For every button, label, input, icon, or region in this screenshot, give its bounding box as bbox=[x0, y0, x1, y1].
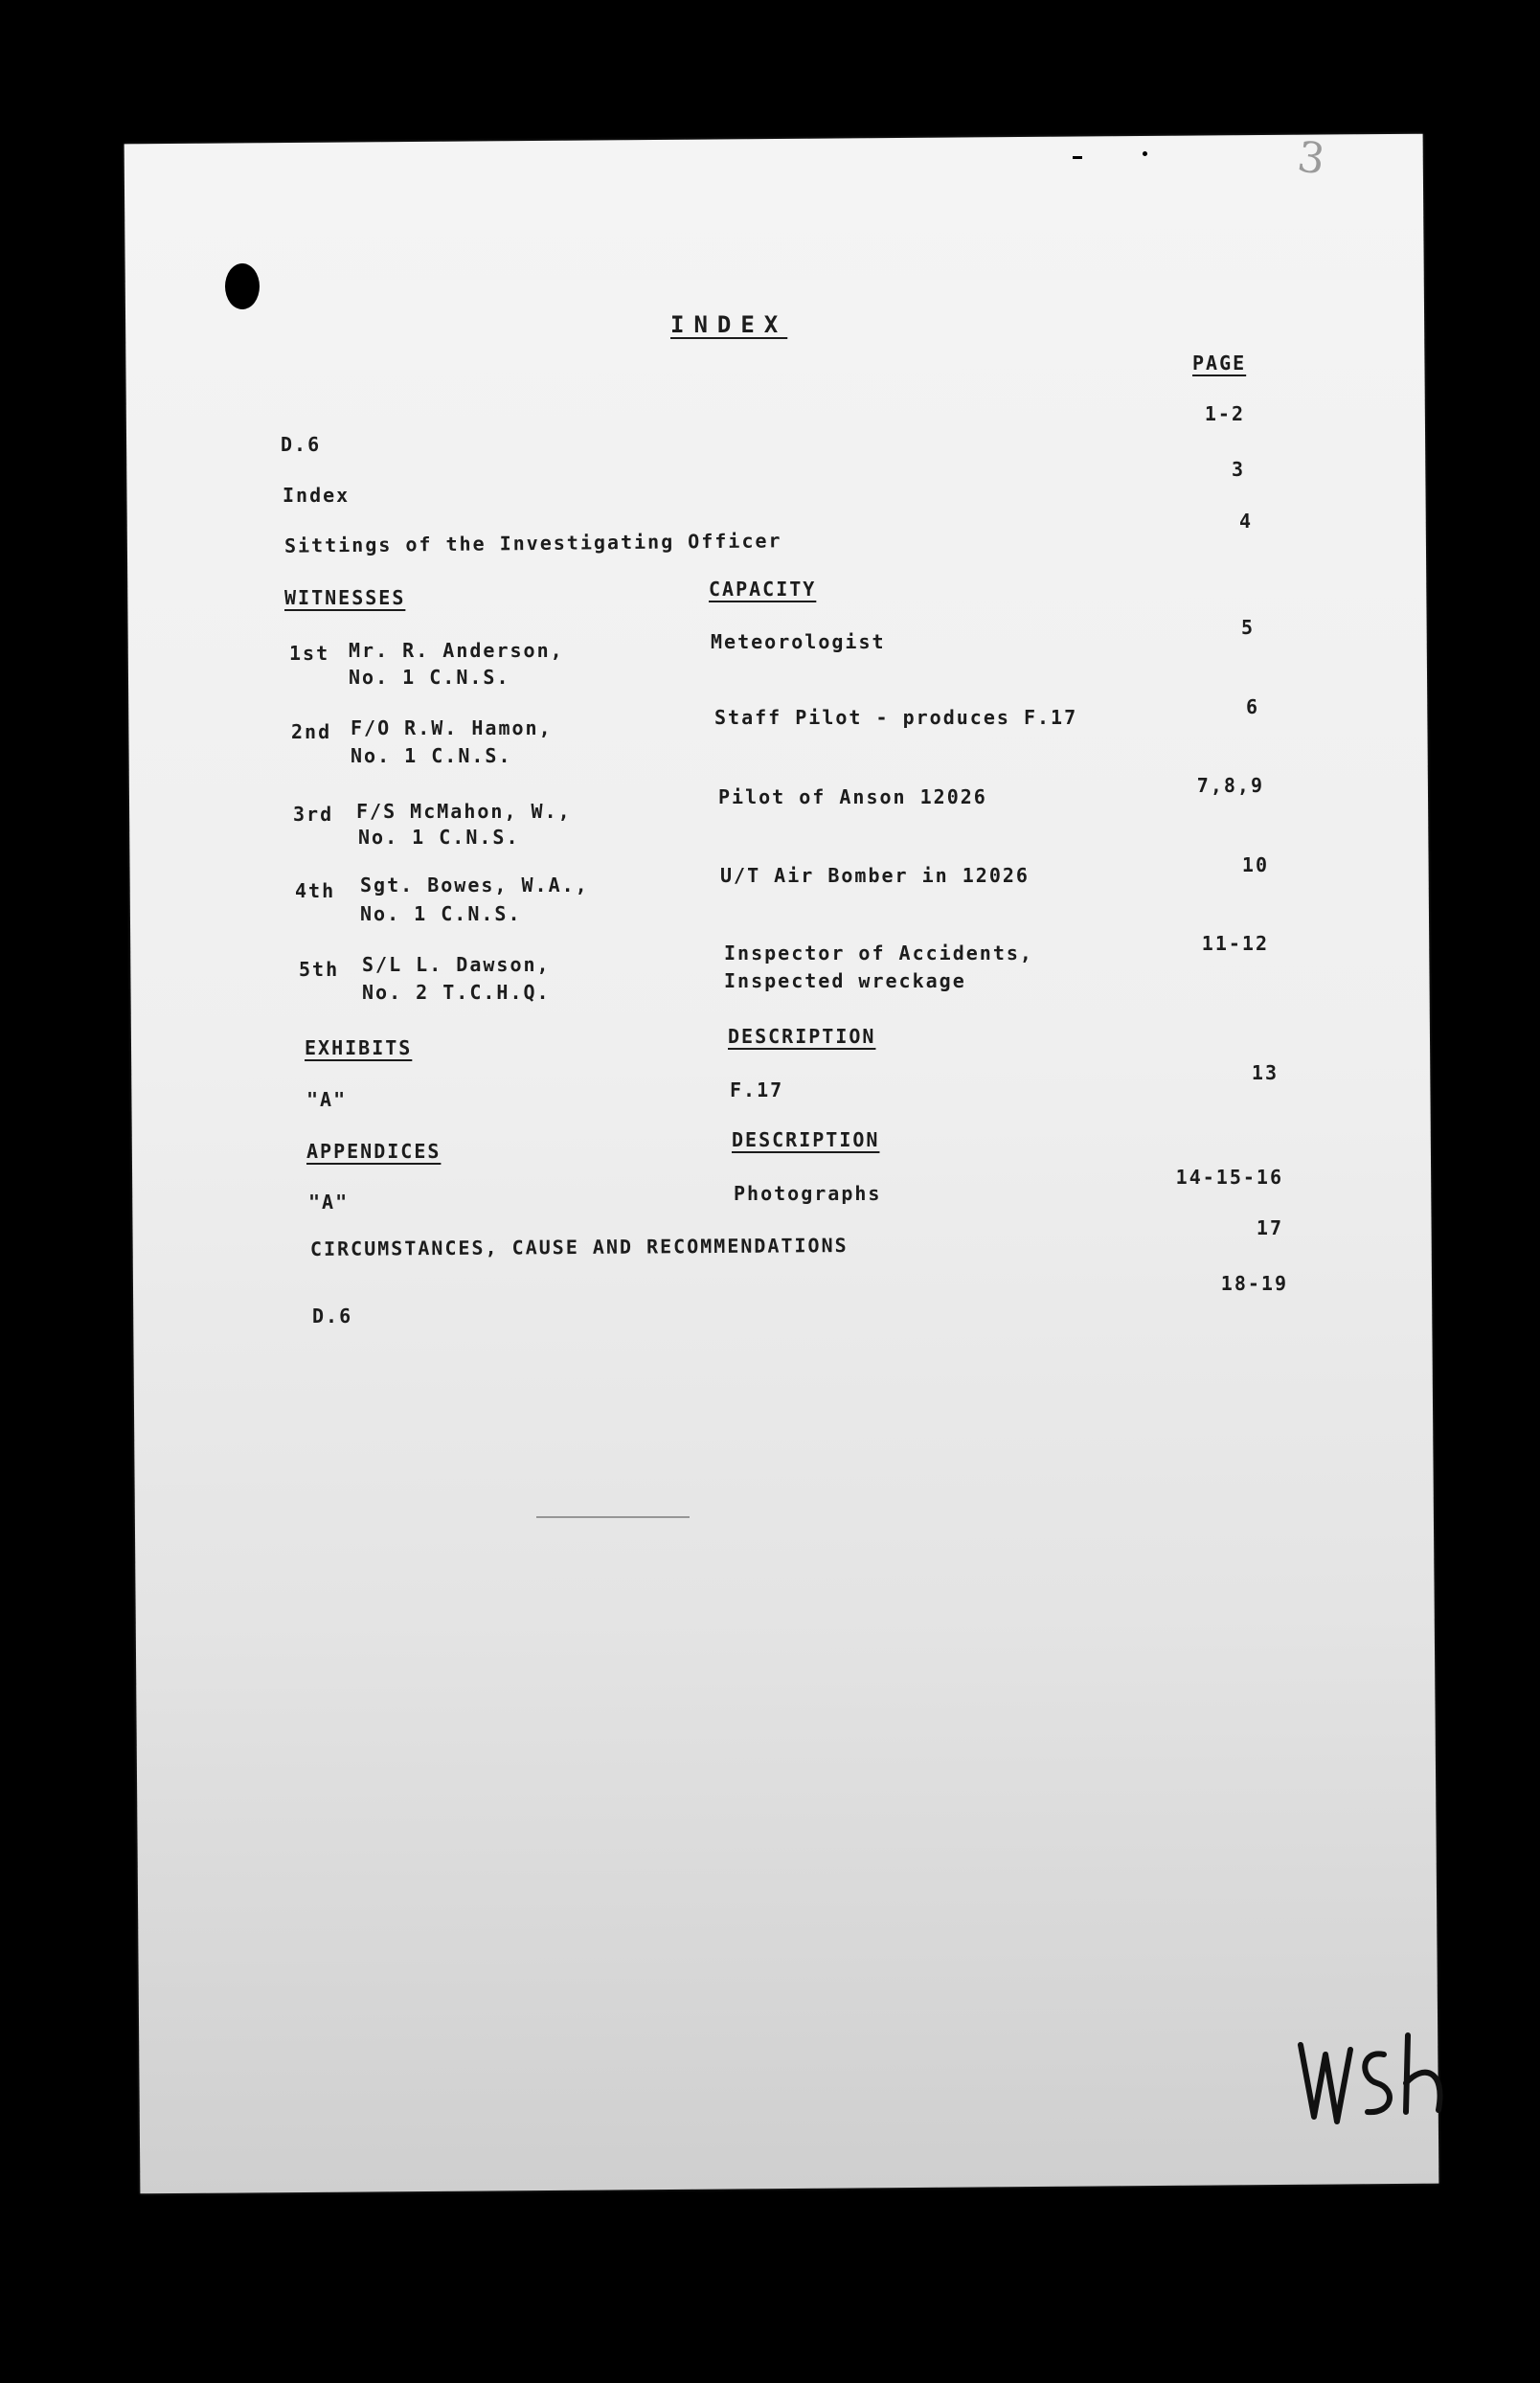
witness-ordinal: 4th bbox=[295, 879, 336, 902]
witness-name: S/L L. Dawson, bbox=[362, 953, 551, 976]
witnesses-heading: WITNESSES bbox=[284, 586, 406, 609]
ink-speck bbox=[1143, 151, 1147, 156]
witness-page: 10 bbox=[1241, 853, 1269, 876]
witness-capacity-line-2: Inspected wreckage bbox=[724, 969, 966, 992]
witness-name: F/O R.W. Hamon, bbox=[351, 716, 553, 739]
front-page-3: 4 bbox=[1238, 510, 1253, 533]
page-column-heading: PAGE bbox=[1192, 352, 1247, 374]
exhibit-page: 13 bbox=[1251, 1061, 1279, 1084]
witness-unit: No. 1 C.N.S. bbox=[360, 902, 522, 925]
appendix-label: "A" bbox=[308, 1191, 350, 1214]
appendices-heading: APPENDICES bbox=[306, 1140, 442, 1163]
front-page-1: 1-2 bbox=[1204, 402, 1245, 425]
page-corner-mark: 3 bbox=[1294, 132, 1328, 185]
exhibits-description-heading: DESCRIPTION bbox=[728, 1025, 876, 1048]
exhibits-heading: EXHIBITS bbox=[305, 1036, 413, 1059]
closing-label: CIRCUMSTANCES, CAUSE AND RECOMMENDATIONS bbox=[309, 1234, 849, 1260]
ink-smudge bbox=[536, 1516, 690, 1518]
front-label-1: D.6 bbox=[281, 433, 322, 456]
witness-name: Mr. R. Anderson, bbox=[349, 639, 564, 662]
appendix-description: Photographs bbox=[734, 1182, 882, 1205]
closing-page: 17 bbox=[1256, 1216, 1283, 1239]
front-label-3: Sittings of the Investigating Officer bbox=[283, 529, 782, 557]
witness-ordinal: 1st bbox=[289, 642, 330, 665]
capacity-heading: CAPACITY bbox=[709, 578, 817, 601]
closing-page: 18-19 bbox=[1220, 1272, 1288, 1295]
witness-unit: No. 1 C.N.S. bbox=[349, 666, 510, 689]
index-title: INDEX bbox=[670, 311, 788, 338]
witness-name: Sgt. Bowes, W.A., bbox=[360, 874, 589, 896]
witness-ordinal: 5th bbox=[299, 958, 340, 981]
witness-capacity: Meteorologist bbox=[711, 630, 886, 653]
witness-page: 6 bbox=[1245, 695, 1259, 718]
closing-label: D.6 bbox=[312, 1305, 353, 1328]
witness-capacity: Pilot of Anson 12026 bbox=[718, 785, 987, 808]
punch-hole bbox=[225, 263, 260, 309]
witness-page: 7,8,9 bbox=[1196, 774, 1264, 797]
witness-unit: No. 1 C.N.S. bbox=[351, 744, 512, 767]
witness-capacity: U/T Air Bomber in 12026 bbox=[720, 864, 1030, 887]
front-page-2: 3 bbox=[1231, 458, 1245, 481]
witness-page: 11-12 bbox=[1201, 932, 1269, 955]
witness-capacity: Inspector of Accidents, bbox=[724, 942, 1033, 965]
witness-unit: No. 2 T.C.H.Q. bbox=[362, 981, 551, 1004]
handwritten-initials bbox=[1293, 2026, 1456, 2131]
ink-speck bbox=[1073, 156, 1082, 159]
appendix-page: 14-15-16 bbox=[1175, 1166, 1283, 1189]
witness-ordinal: 3rd bbox=[293, 803, 334, 826]
witness-page: 5 bbox=[1240, 616, 1255, 639]
exhibit-label: "A" bbox=[306, 1088, 348, 1111]
witness-unit: No. 1 C.N.S. bbox=[358, 826, 520, 849]
document-page bbox=[125, 134, 1439, 2194]
witness-name: F/S McMahon, W., bbox=[356, 800, 572, 823]
exhibit-description: F.17 bbox=[730, 1078, 784, 1101]
appendices-description-heading: DESCRIPTION bbox=[732, 1128, 880, 1151]
witness-ordinal: 2nd bbox=[291, 720, 332, 743]
witness-capacity: Staff Pilot - produces F.17 bbox=[714, 706, 1078, 729]
front-label-2: Index bbox=[283, 484, 351, 507]
